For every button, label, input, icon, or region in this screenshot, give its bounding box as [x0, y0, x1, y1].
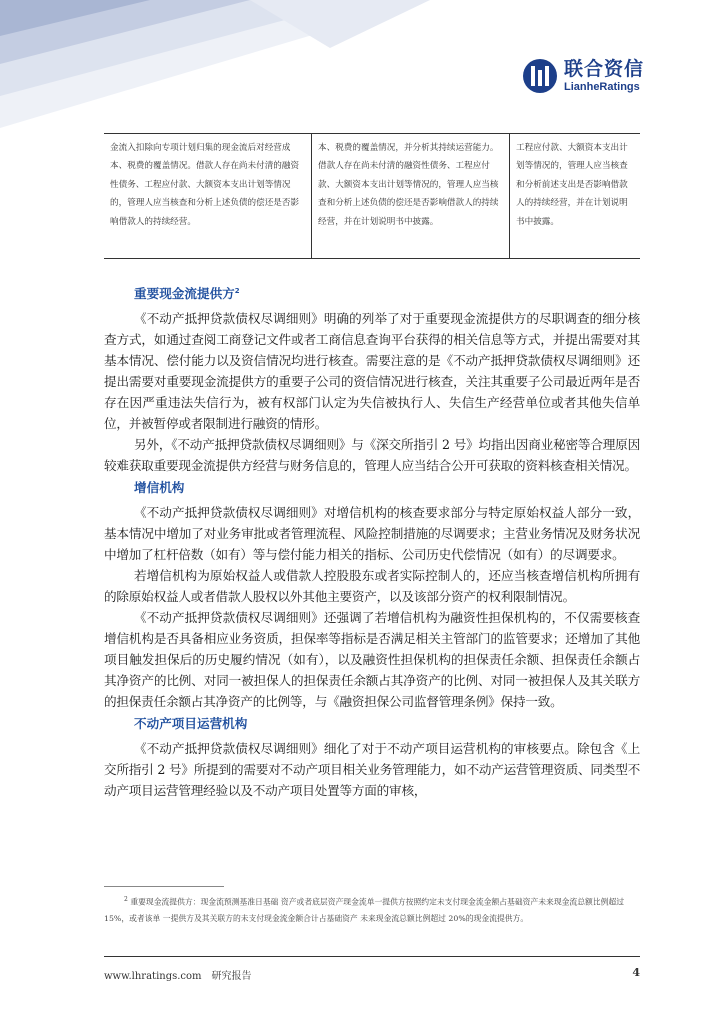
paragraph: 《不动产抵押贷款债权尽调细则》细化了对于不动产项目运营机构的审核要点。除包含《上交所指引 2 号》所提到的需要对不动产项目相关业务管理能力，如不动产运营管理资质、同类型不动产项目运营管理经验以及不动产项目处置等方面的审核， [104, 741, 640, 799]
company-logo [522, 58, 644, 94]
paragraph: 《不动产抵押贷款债权尽调细则》还强调了若增信机构为融资性担保机构的，不仅需要核查增信机构是否具备相应业务资质，担保率等指标是否满足相关主管部门的监管要求；还增加了其他项目触发担保后的历史履约情况（如有），以及融资性担保机构的担保责任余额、担保责任余额占其净资产的比例、对同一被担保人的担保责任余额占其净资产的比例、对同一被担保人及其关联方的担保责任余额占其净资产的比例等，与《融资担保公司监督管理条例》保持一致。 [104, 610, 640, 710]
page-number: 4 [632, 966, 640, 979]
footer-info [104, 967, 252, 982]
footnote-text: 重要现金流提供方：现金流预测基准日基础 资产或者底层资产现金流单一提供方按照约定未支付现金流金额占基础资产未来现金流总额比例超过 15%，或者该单 一提供方及其关联方的未支付现金流金额合计占基础资产 未来现金流总额比例超过 20%的现金流提供方。 [104, 897, 624, 923]
footnote-divider [104, 886, 224, 887]
paragraph: 另外，《不动产抵押贷款债权尽调细则》与《深交所指引 2 号》均指出因商业秘密等合理原因较难获取重要现金流提供方经营与财务信息的，管理人应当结合公开可获取的资料核查相关情况。 [104, 437, 640, 474]
footnote-reference: 2 [234, 287, 240, 295]
comparison-table-fragment [104, 133, 640, 259]
paragraph: 《不动产抵押贷款债权尽调细则》明确的列举了对于重要现金流提供方的尽职调查的细分核查方式，如通过查阅工商登记文件或者工商信息查询平台获得的相关信息等方式，并提出需要对其基本情况、偿付能力以及资信情况均进行核查。需要注意的是《不动产抵押贷款债权尽调细则》还提出需要对重要现金流提供方的重要子公司的资信情况进行核查，关注其重要子公司最近两年是否存在因严重违法失信行为，被有权部门认定为失信被执行人、失信生产经营单位或者其他失信单位，并被暂停或者限制进行融资的情形。 [104, 311, 640, 432]
section-heading: 重要现金流提供方$^2$ [134, 286, 240, 302]
footnote-number: 2 [124, 896, 128, 903]
paragraph: 若增信机构为原始权益人或借款人控股股东或者实际控制人的，还应当核查增信机构所拥有的除原始权益人或者借款人股权以外其他主要资产，以及该部分资产的权利限制情况。 [104, 568, 640, 605]
footer-website[interactable]: www.lhratings.com [104, 971, 202, 982]
table-cell: 本、税费的覆盖情况，并分析其持续运营能力。借款人存在尚未付清的融资性债务、工程应付款、大额资本支出计划等情况的，管理人应当核查和分析上述负债的偿还是否影响借款人的持续经营，并在计划说明书中披露。 [311, 134, 509, 258]
logo-chinese-name: 联合资信 [563, 57, 644, 80]
section-heading: 不动产项目运营机构 [134, 716, 248, 732]
paragraph: 《不动产抵押贷款债权尽调细则》对增信机构的核查要求部分与特定原始权益人部分一致，基本情况中增加了对业务审批或者管理流程、风险控制措施的尽调要求；主营业务情况及财务状况中增加了杠杆倍数（如有）等与偿付能力相关的指标、公司历史代偿情况（如有）的尽调要求。 [104, 505, 640, 563]
document-body [104, 282, 640, 801]
footer-divider [104, 956, 640, 957]
section-heading: 增信机构 [134, 480, 185, 496]
footer-doc-type: 研究报告 [211, 971, 252, 982]
footnote [104, 892, 640, 927]
table-cell: 工程应付款、大额资本支出计划等情况的，管理人应当核查和分析前述支出是否影响借款人的持续经营，并在计划说明书中披露。 [509, 134, 640, 258]
lianhe-logo-icon [522, 58, 558, 94]
logo-english-name: LianheRatings [563, 80, 640, 93]
table-cell: 金流入扣除向专项计划归集的现金流后对经营成本、税费的覆盖情况。借款人存在尚未付清的融资性债务、工程应付款、大额资本支出计划等情况 的，管理人应当核查和分析上述负债的偿还是否影响借款人的持续经营。 [110, 143, 300, 227]
